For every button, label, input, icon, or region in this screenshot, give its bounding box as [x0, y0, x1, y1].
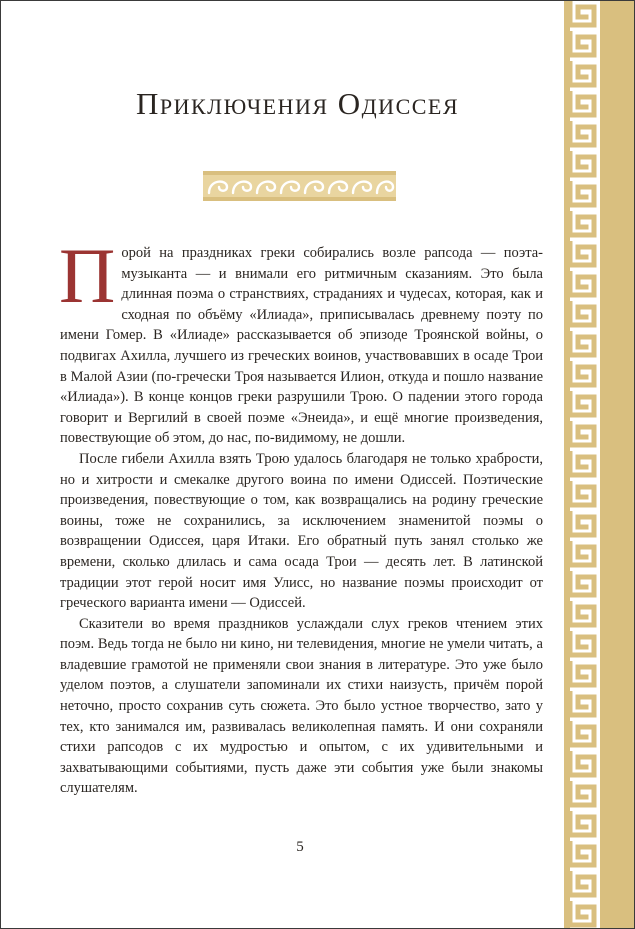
paragraph-2: После гибели Ахилла взять Трою удалось благодаря не только храбрости, но и хитрости и смекалке другого воина по имени Одиссей. Поэтические произведения, повествующие о том, как возвращались на родину греческие воины, тоже не сохранились, за исключением знаменитой поэмы о возвращении Одиссея, царя Итаки. Его обратный путь занял столько же времени, сколько длилась и сама осада Трои — десять лет. В латинской традиции этот герой носит имя Улисс, но название поэмы происходит от греческого варианта имени — Одиссей.: [60, 450, 543, 612]
greek-key-border: [564, 1, 634, 928]
page-title: Приключения Одиссея: [135, 86, 460, 121]
page-number: 5: [296, 839, 304, 855]
drop-cap: П: [59, 232, 116, 319]
paragraph-1-text: орой на праздниках греки собирались возле рапсода — поэта-музыканта — и внимали его ритмичным сказаниям. Это была длинная поэма о странствиях, страданиях и чудесах, которая, как и сходная по объёму «Илиада», приписывалась древнему поэту по имени Гомер. В «Илиаде» рассказывается об эпизоде Троянской войны, о подвигах Ахилла, лучшего из греческих воинов, участвовавших в осаде Трои в Малой Азии (по-гречески Троя называется Илион, откуда и пошло название «Илиада»). В конце концов греки разрушили Трою. О падении этого города говорит и Вергилий в своей поэме «Энеида», и ещё многие произведения, повествующие об этом, до нас, по-видимому, не дошли.: [60, 245, 543, 447]
paragraph-1: [59, 232, 543, 449]
paragraph-3: Сказители во время праздников услаждали слух греков чтением этих поэм. Ведь тогда не было ни кино, ни телевидения, многие не умели читать, а владевшие грамотой не применяли свои знания в литературе. Это уже было уделом поэтов, а слушатели запоминали их стихи наизусть, причём порой неточно, просто сохранив суть сюжета. Это было устное творчество, зато у тех, кто занимался им, развивалась великолепная память. И они сохраняли стихи рапсодов с их мудростью и опытом, с их удивительными и захватывающими событиями, пусть даже эти события уже были знакомы слушателям.: [60, 615, 543, 797]
wave-ornament-icon: [203, 171, 396, 201]
body-text: [59, 232, 543, 799]
